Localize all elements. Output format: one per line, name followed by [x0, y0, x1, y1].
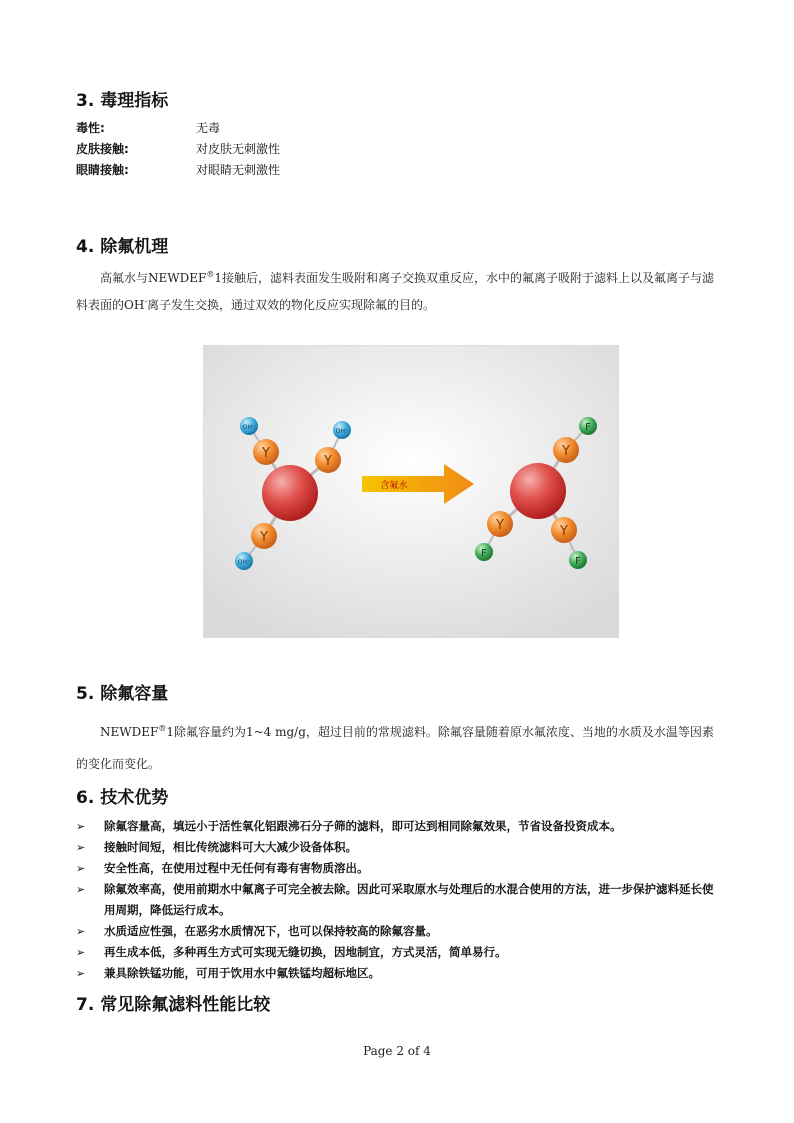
capacity-paragraph	[76, 713, 724, 780]
list-item-text: 除氟效率高，使用前期水中氟离子可完全被去除。因此可采取原水与处理后的水混合使用的方法，进一步保护滤料延长使用周期，降低运行成本。	[104, 882, 714, 917]
diagram-svg	[204, 346, 618, 637]
paragraph-text: 1除氟容量约为1~4 mg/g，超过目前的常规滤料。除氟容量随着原水氟浓度、当地的水质及水温等因素的变化而变化。	[76, 725, 714, 771]
paragraph-text: NEWDEF	[100, 725, 159, 739]
toxicity-label: 眼睛接触:	[76, 163, 129, 177]
bullet-arrow-icon: ➢	[76, 946, 86, 959]
section-heading-advantages: 6. 技术优势	[76, 788, 169, 808]
list-item-text: 接触时间短，相比传统滤料可大大减少设备体积。	[104, 840, 357, 854]
list-item-text: 除氟容量高，填远小于活性氧化铝跟沸石分子筛的滤料，即可达到相同除氟效果，节省设备投资成本。	[104, 819, 622, 833]
registered-mark: ®	[206, 270, 215, 279]
toxicity-value: 对皮肤无刺激性	[196, 142, 281, 156]
bullet-arrow-icon: ➢	[76, 925, 86, 938]
section-heading-mechanism: 4. 除氟机理	[76, 237, 169, 257]
defluoridation-diagram	[203, 345, 619, 638]
page-footer: Page 2 of 4	[363, 1044, 431, 1058]
advantages-list	[76, 816, 724, 984]
center-ball	[262, 465, 318, 521]
bullet-arrow-icon: ➢	[76, 967, 86, 980]
center-ball	[510, 463, 566, 519]
list-item	[76, 942, 724, 963]
list-item	[76, 858, 724, 879]
toxicity-value: 无毒	[196, 121, 221, 135]
list-item-text: 水质适应性强，在恶劣水质情况下，也可以保持较高的除氟容量。	[104, 924, 438, 938]
y-label: Y	[496, 518, 504, 533]
list-item	[76, 837, 724, 858]
section-heading-toxicity: 3. 毒理指标	[76, 91, 169, 111]
arrow-label: 含氟水	[380, 481, 408, 491]
superscript-minus: -	[144, 297, 148, 306]
bullet-arrow-icon: ➢	[76, 820, 86, 833]
registered-mark: ®	[158, 724, 167, 733]
y-label: Y	[560, 524, 568, 539]
oh-label: OH⁻	[242, 424, 256, 431]
f-label: F	[575, 556, 581, 567]
toxicity-label: 皮肤接触:	[76, 142, 129, 156]
f-label: F	[481, 548, 487, 559]
toxicity-label: 毒性:	[76, 121, 105, 135]
list-item	[76, 879, 724, 921]
paragraph-text: 1接触后，滤料表面发生吸附和离子交换双重反应，水中的氟离子吸附于滤料上以及氟离子与滤料表面的OH	[76, 271, 714, 312]
bullet-arrow-icon: ➢	[76, 841, 86, 854]
paragraph-text: 高氟水与NEWDEF	[100, 271, 207, 285]
bullet-arrow-icon: ➢	[76, 862, 86, 875]
y-label: Y	[262, 446, 270, 461]
mechanism-paragraph	[76, 263, 724, 317]
y-label: Y	[324, 454, 332, 469]
paragraph-text: 离子发生交换，通过双效的物化反应实现除氟的目的。	[147, 298, 436, 312]
y-label: Y	[260, 530, 268, 545]
bullet-arrow-icon: ➢	[76, 883, 86, 896]
list-item	[76, 816, 724, 837]
list-item-text: 兼具除铁锰功能，可用于饮用水中氟铁锰均超标地区。	[104, 966, 380, 980]
f-label: F	[585, 422, 591, 433]
y-label: Y	[562, 444, 570, 459]
list-item-text: 再生成本低，多种再生方式可实现无缝切换，因地制宜，方式灵活，简单易行。	[104, 945, 507, 959]
section-heading-comparison: 7. 常见除氟滤料性能比较	[76, 995, 271, 1015]
list-item-text: 安全性高，在使用过程中无任何有毒有害物质溶出。	[104, 861, 369, 875]
oh-label: OH⁻	[335, 428, 349, 435]
toxicity-value: 对眼睛无刺激性	[196, 163, 281, 177]
oh-label: OH⁻	[237, 559, 251, 566]
list-item	[76, 963, 724, 984]
section-heading-capacity: 5. 除氟容量	[76, 684, 169, 704]
list-item	[76, 921, 724, 942]
